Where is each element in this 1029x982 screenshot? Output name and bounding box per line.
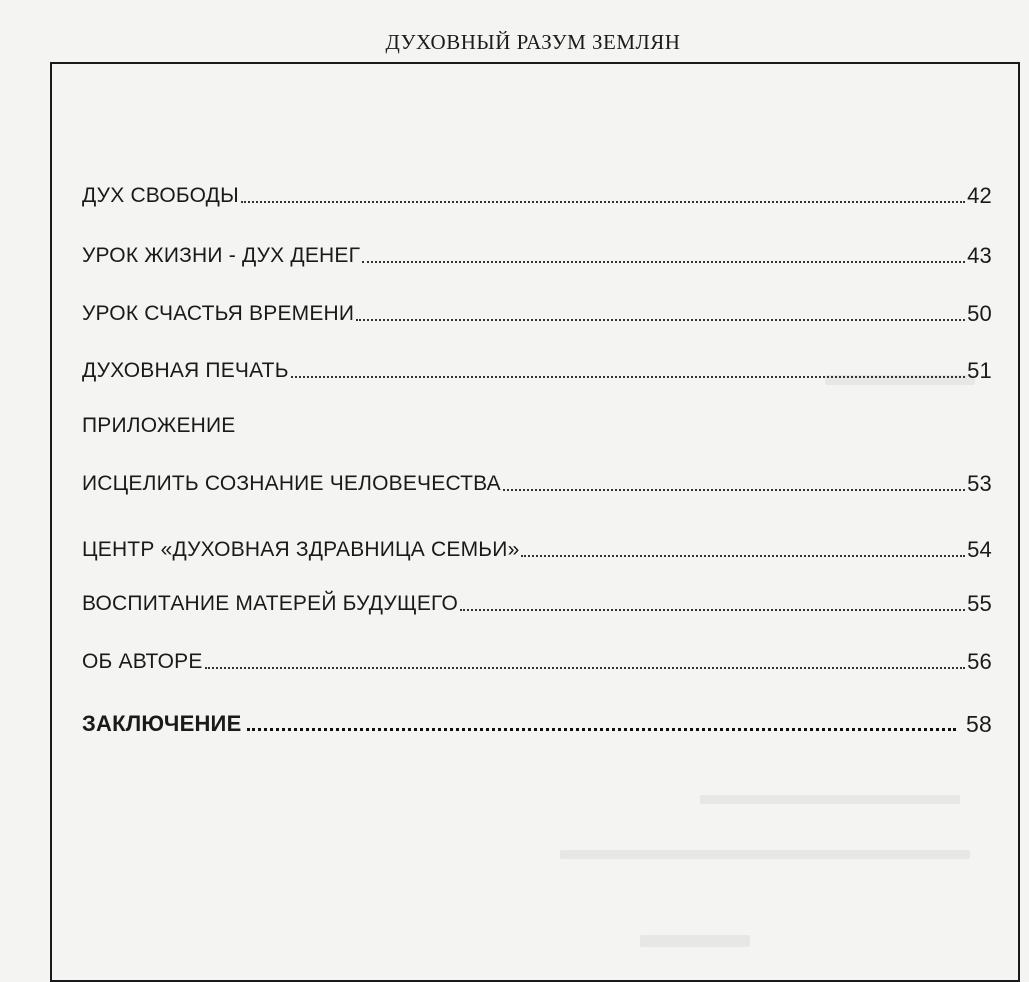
- toc-section-heading: [82, 408, 992, 438]
- toc-entry-title: ИСЦЕЛИТЬ СОЗНАНИЕ ЧЕЛОВЕЧЕСТВА: [82, 472, 501, 495]
- toc-entry-page: 55: [967, 591, 992, 616]
- toc-entry: [82, 466, 992, 496]
- dot-leader: [247, 728, 956, 731]
- toc-entry-conclusion: [82, 706, 992, 736]
- toc-entry: [82, 178, 992, 208]
- toc-entry-page: 42: [967, 183, 992, 208]
- toc-entry-page: 50: [967, 301, 992, 326]
- toc-entry-page: 58: [966, 711, 992, 737]
- dot-leader: [460, 609, 965, 611]
- toc-entry: [82, 238, 992, 268]
- dot-leader: [291, 376, 965, 378]
- toc-entry-title: ВОСПИТАНИЕ МАТЕРЕЙ БУДУЩЕГО: [82, 592, 458, 615]
- toc-entry-title: ДУХ СВОБОДЫ: [82, 184, 239, 207]
- dot-leader: [362, 261, 965, 263]
- toc-entry-page: 51: [967, 358, 992, 383]
- toc-entry: [82, 353, 992, 383]
- toc-entry-page: 53: [967, 471, 992, 496]
- toc-section-title: ПРИЛОЖЕНИЕ: [82, 414, 236, 437]
- toc-entry-title: ОБ АВТОРЕ: [82, 650, 203, 673]
- toc-entry-title: УРОК ЖИЗНИ - ДУХ ДЕНЕГ: [82, 244, 361, 267]
- toc-entry-page: 43: [967, 243, 992, 268]
- toc-entry-title: ЗАКЛЮЧЕНИЕ: [82, 711, 242, 736]
- toc-entry: [82, 586, 992, 616]
- toc-entry: [82, 532, 992, 562]
- toc-entry: [82, 296, 992, 326]
- toc-entry-page: 56: [967, 649, 992, 674]
- running-header: ДУХОВНЫЙ РАЗУМ ЗЕМЛЯН: [385, 30, 681, 54]
- dot-leader: [356, 319, 965, 321]
- toc-entry-page: 54: [967, 537, 992, 562]
- toc-entry: [82, 644, 992, 674]
- dot-leader: [521, 555, 965, 557]
- toc-entry-title: ЦЕНТР «ДУХОВНАЯ ЗДРАВНИЦА СЕМЬИ»: [82, 538, 520, 561]
- toc-entry-title: ДУХОВНАЯ ПЕЧАТЬ: [82, 359, 289, 382]
- dot-leader: [241, 201, 965, 203]
- dot-leader: [503, 489, 965, 491]
- toc-entry-title: УРОК СЧАСТЬЯ ВРЕМЕНИ: [82, 302, 355, 325]
- dot-leader: [205, 667, 966, 669]
- table-of-contents-frame: [50, 62, 1020, 982]
